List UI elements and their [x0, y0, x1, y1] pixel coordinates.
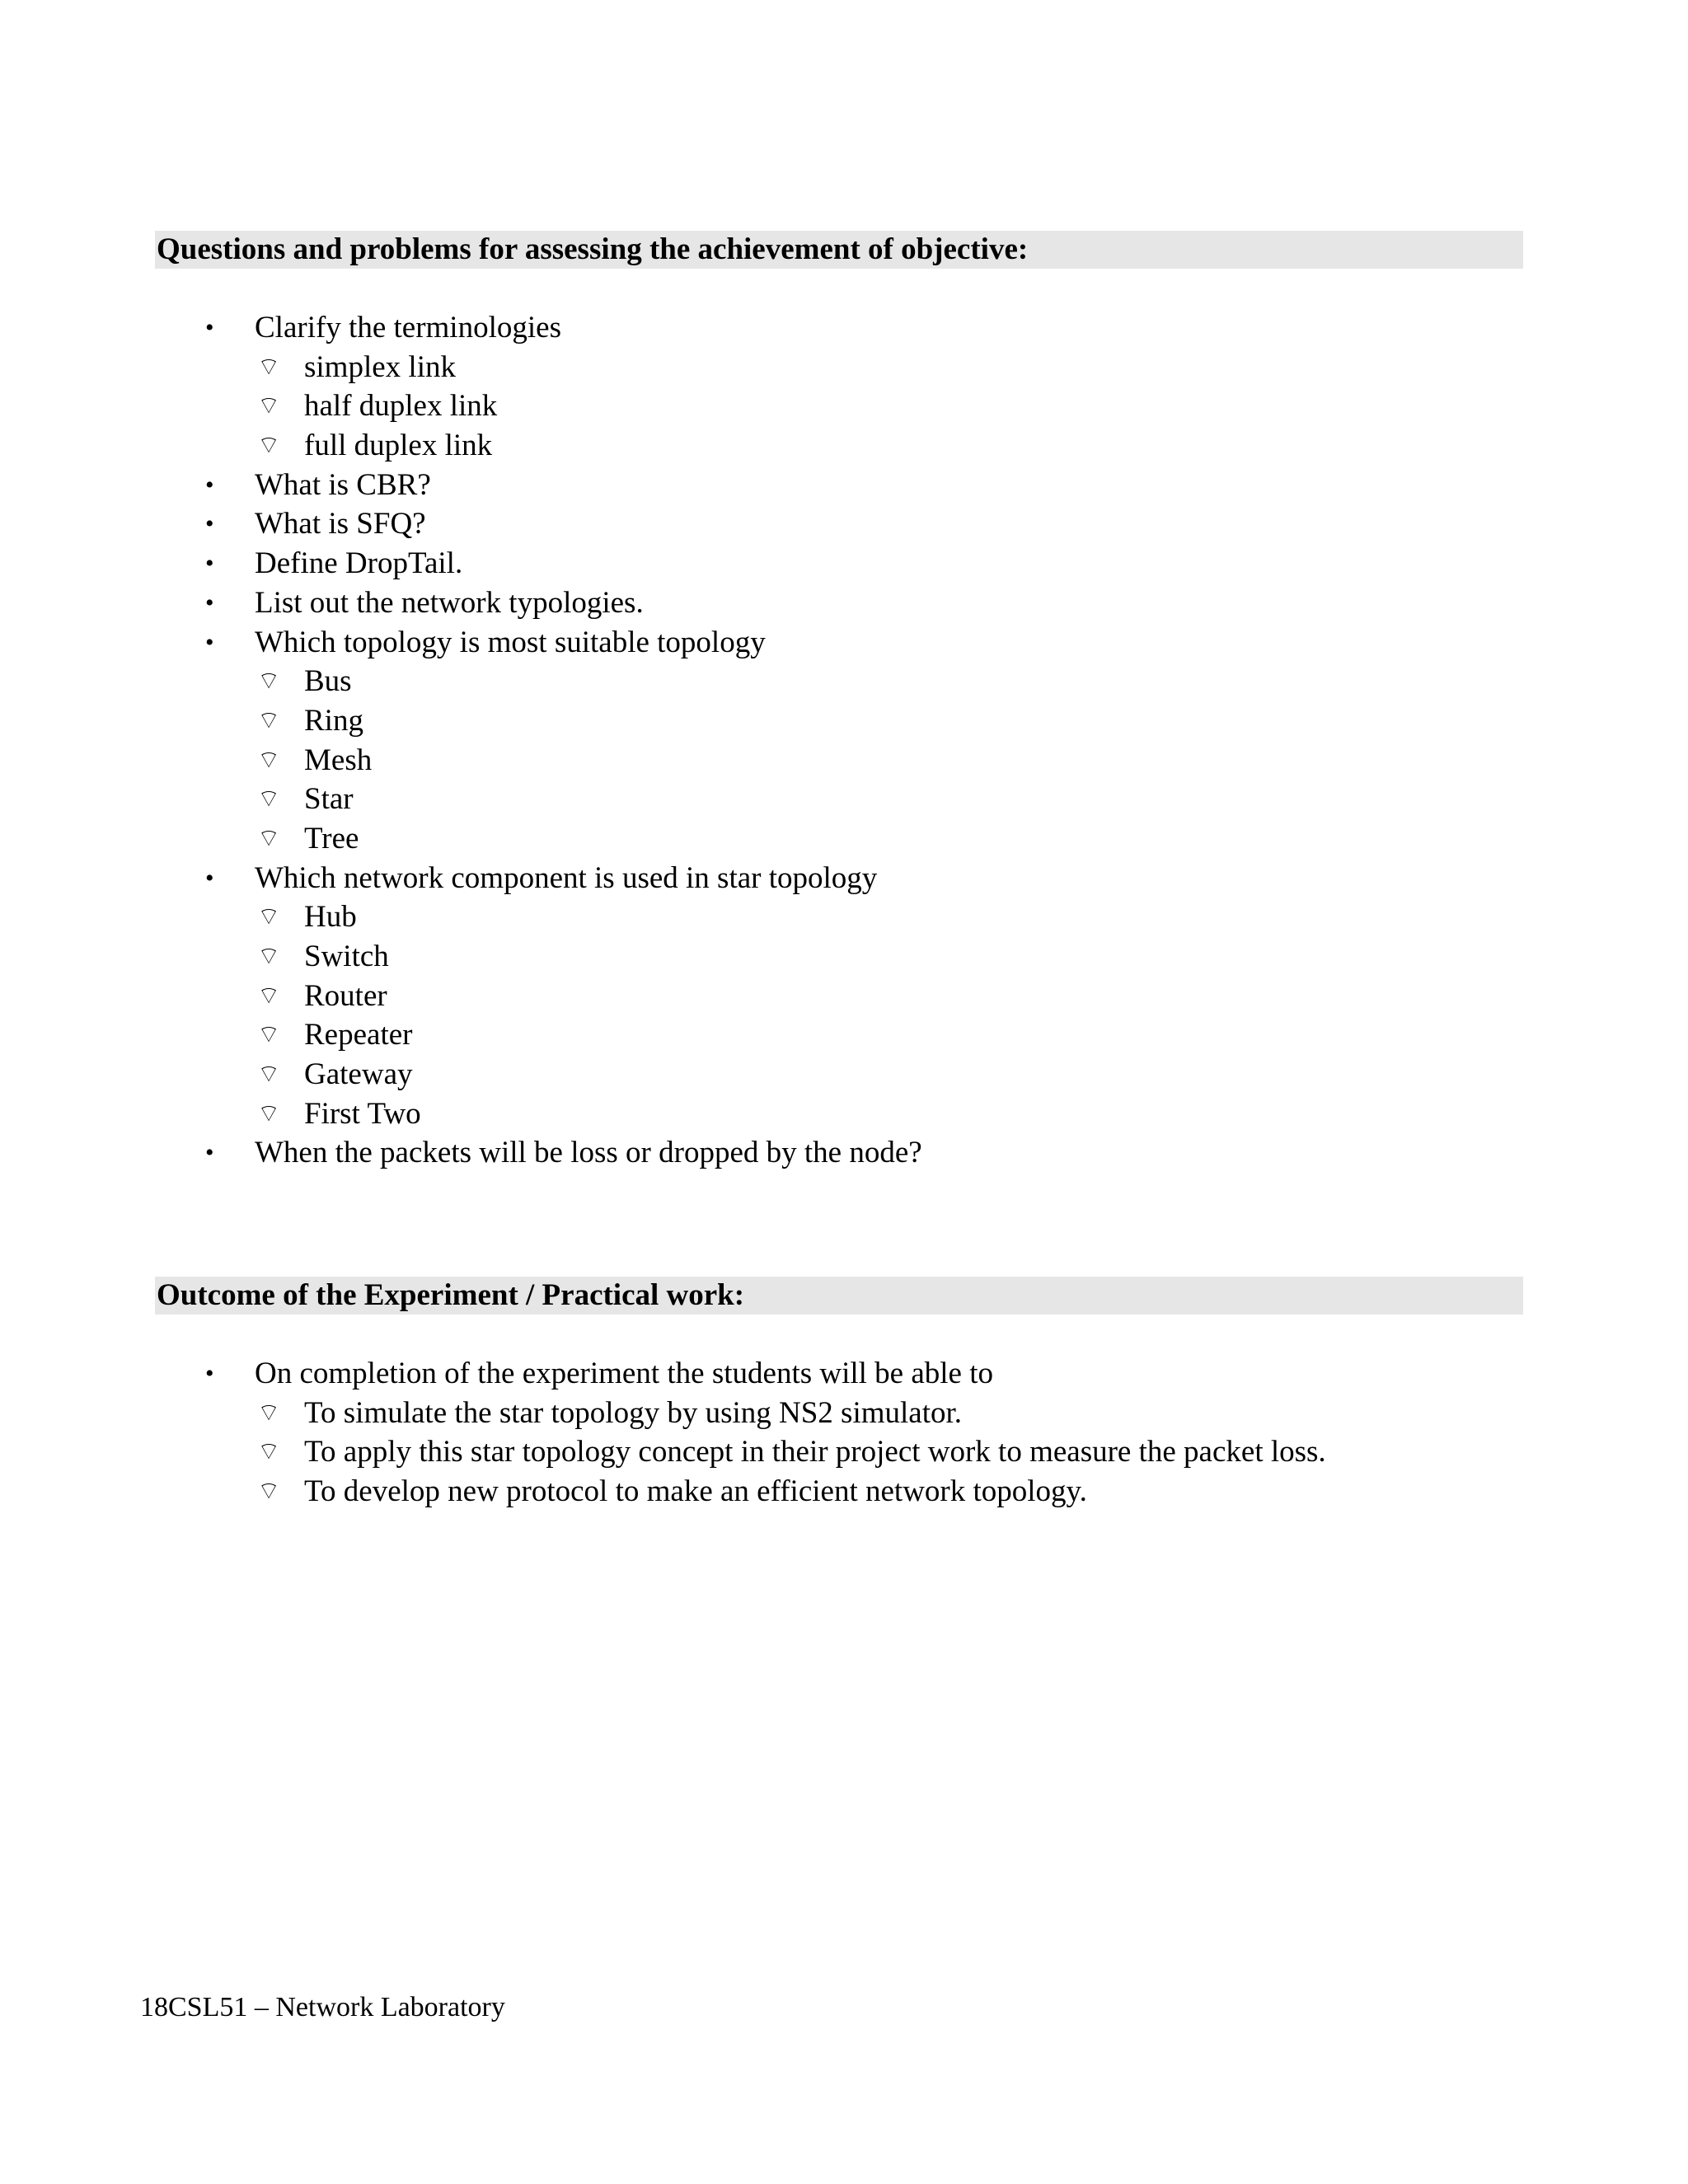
sub-bullet-icon: ⌔ [257, 982, 281, 1010]
item-text: Repeater [304, 1018, 413, 1052]
item-text: Which network component is used in star topology [255, 860, 878, 895]
bullet-icon: • [205, 1139, 214, 1167]
item-text: Switch [304, 940, 389, 973]
sub-bullet-icon: ⌔ [257, 746, 281, 774]
item-text: Hub [304, 900, 357, 935]
item-text: simplex link [304, 349, 456, 384]
section-header-questions [155, 231, 1523, 269]
sub-bullet-icon: ⌔ [257, 353, 281, 381]
bullet-icon: • [205, 1360, 214, 1387]
sub-bullet-icon: ⌔ [257, 392, 281, 420]
sub-bullet-icon: ⌔ [257, 1061, 281, 1089]
item-text: What is SFQ? [255, 507, 426, 541]
item-text: First Two [304, 1096, 421, 1131]
item-text: Ring [304, 703, 363, 738]
item-text: full duplex link [304, 429, 493, 463]
item-text: On completion of the experiment the students will be able to [255, 1357, 994, 1390]
item-text: What is CBR? [255, 467, 431, 502]
item-text: Gateway [304, 1057, 413, 1092]
section-title-questions: Questions and problems for assessing the achievement of objective: [157, 232, 1029, 266]
item-text: To apply this star topology concept in their project work to measure the packet loss. [304, 1435, 1326, 1469]
sub-bullet-icon: ⌔ [257, 785, 281, 813]
item-text: Define DropTail. [255, 546, 463, 581]
sub-bullet-icon: ⌔ [257, 668, 281, 696]
sub-bullet-icon: ⌔ [257, 1438, 281, 1466]
bullet-icon: • [205, 628, 214, 656]
section-header-outcome [155, 1277, 1523, 1315]
bullet-icon: • [205, 588, 214, 616]
item-text: To simulate the star topology by using NS2 simulator. [304, 1395, 963, 1430]
bullet-icon: • [205, 864, 214, 892]
item-text: half duplex link [304, 389, 498, 424]
sub-bullet-icon: ⌔ [257, 1021, 281, 1049]
item-text: Which topology is most suitable topology [255, 625, 766, 659]
sub-bullet-icon: ⌔ [257, 903, 281, 931]
page-footer: 18CSL51 – Network Laboratory [140, 1992, 505, 2022]
item-text: Star [304, 782, 354, 817]
item-text: Mesh [304, 743, 373, 777]
sub-bullet-icon: ⌔ [257, 706, 281, 734]
section-title-outcome: Outcome of the Experiment / Practical work: [157, 1278, 745, 1312]
sub-bullet-icon: ⌔ [257, 1099, 281, 1127]
item-text: Router [304, 978, 387, 1013]
item-text: Tree [304, 821, 359, 855]
sub-bullet-icon: ⌔ [257, 1478, 281, 1506]
bullet-icon: • [205, 471, 214, 499]
sub-bullet-icon: ⌔ [257, 1399, 281, 1427]
bullet-icon: • [205, 510, 214, 538]
item-text: When the packets will be loss or dropped by the node? [255, 1136, 922, 1170]
item-text: To develop new protocol to make an efficient network topology. [304, 1474, 1087, 1509]
item-text: Bus [304, 664, 352, 699]
bullet-icon: • [205, 550, 214, 578]
sub-bullet-icon: ⌔ [257, 943, 281, 970]
item-text: Clarify the terminologies [255, 311, 561, 344]
sub-bullet-icon: ⌔ [257, 824, 281, 852]
sub-bullet-icon: ⌔ [257, 432, 281, 460]
bullet-icon: • [205, 314, 214, 341]
item-text: List out the network typologies. [255, 585, 644, 620]
